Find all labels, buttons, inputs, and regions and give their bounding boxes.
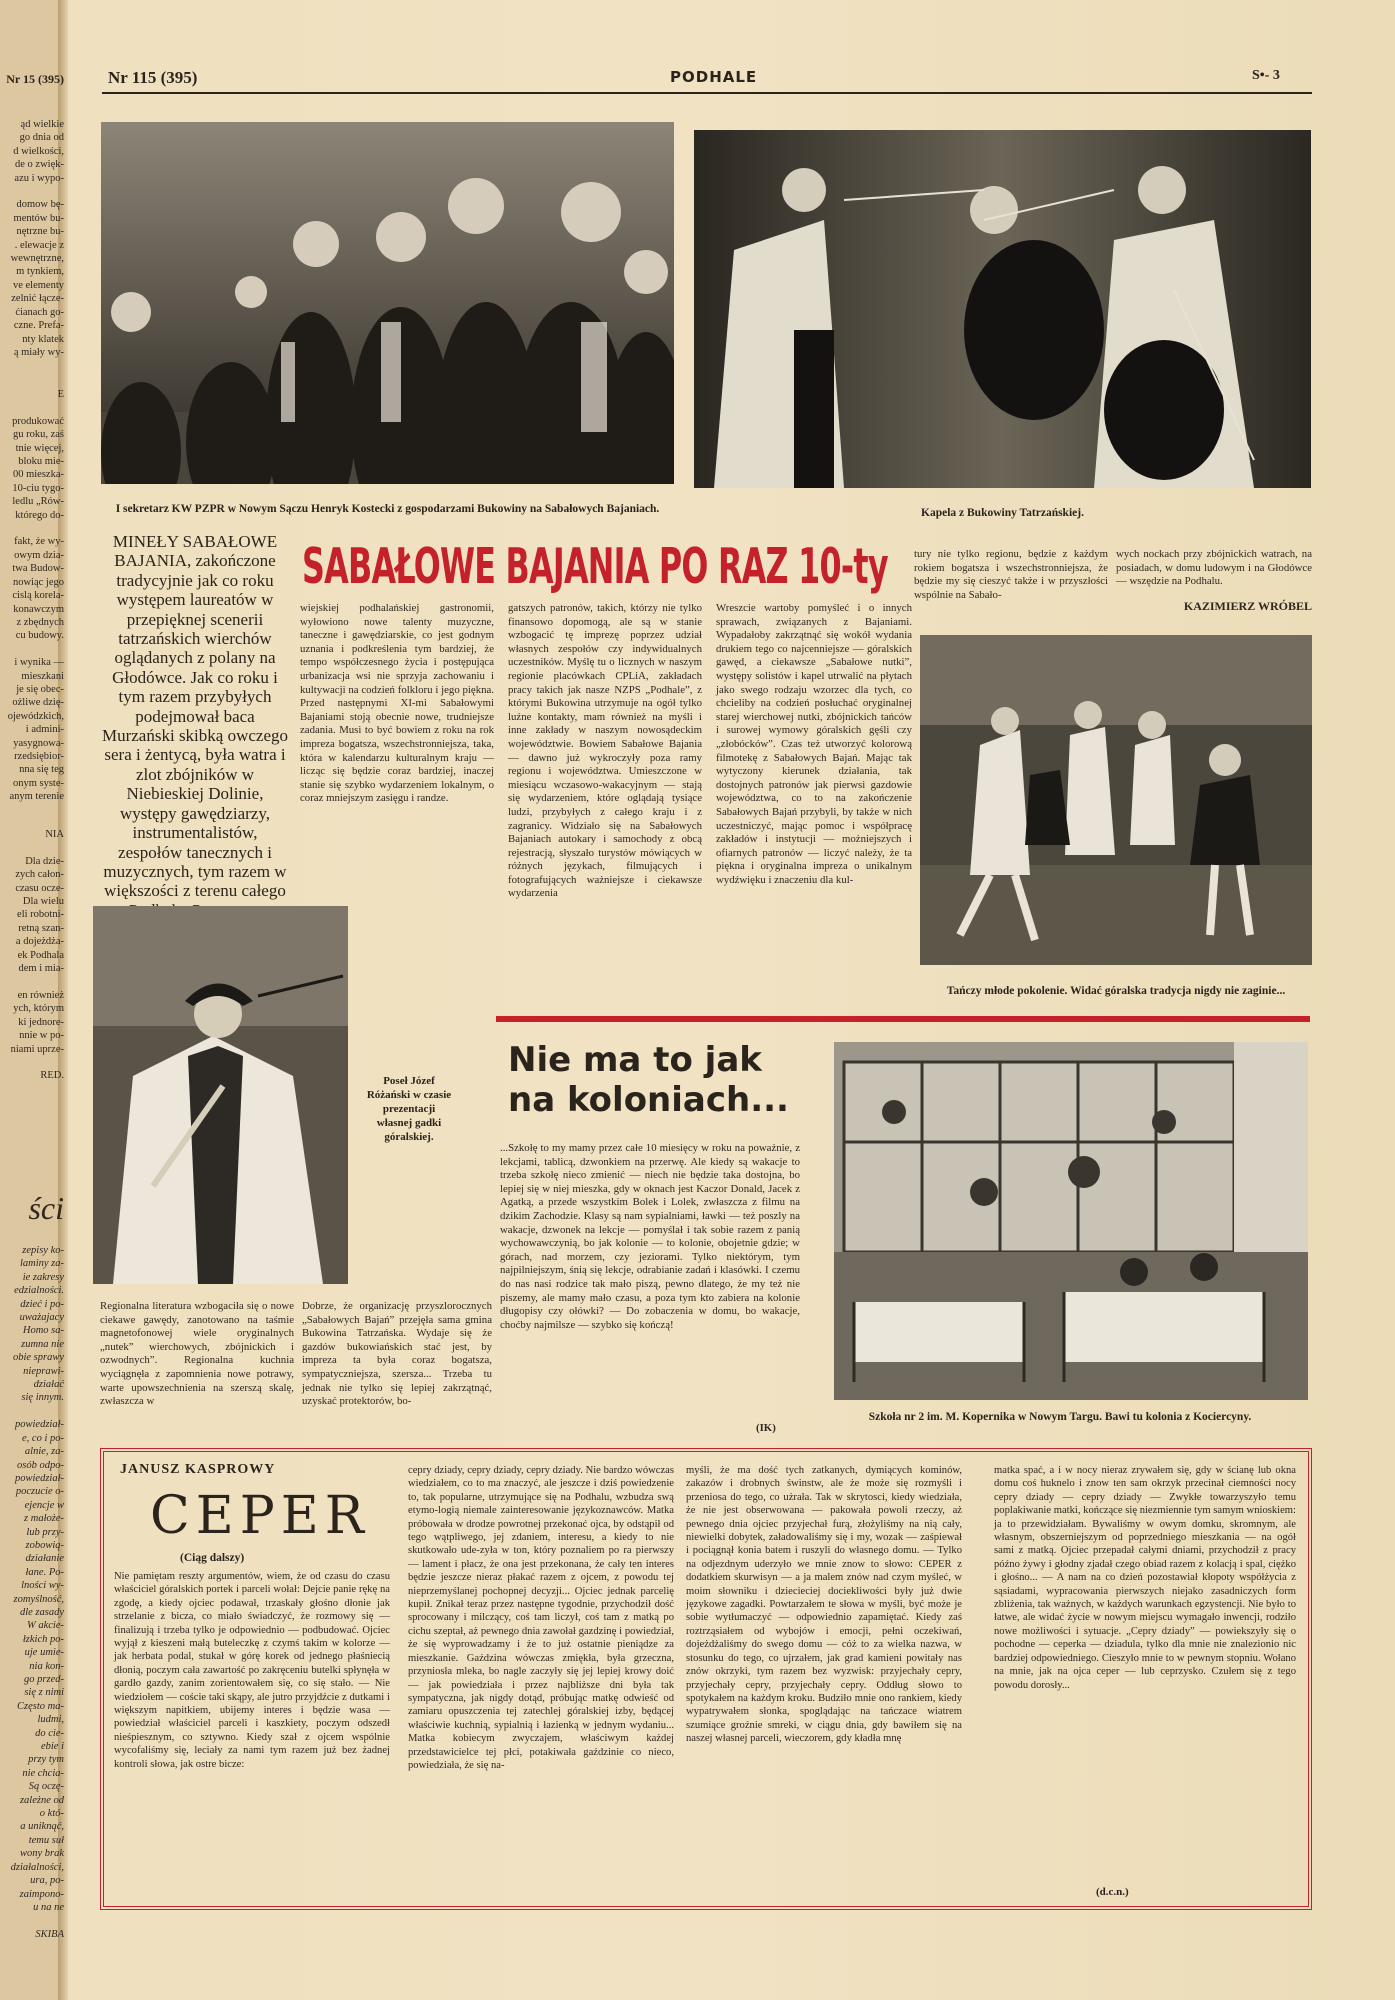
margin-text-line [0,1056,64,1069]
margin-text-line: Są oczę- [28,1781,64,1793]
margin-text-line: nętrzne bu- [16,226,64,238]
margin-text-line: wewnętrzne, [10,253,64,265]
margin-text-line: retną szan- [18,922,64,934]
margin-text-line: z zbędnych [16,616,64,628]
ceper-continued: (d.c.n.) [1096,1886,1129,1898]
ceper-col-4: matka spać, a i w nocy nieraz zrywałem się, gdy w ścianę lub okna domu coś huknelo i znow ten sam okrzyk przecinał ciemności nocy cepry dziady — cepry dziady — Zwykłe towarzyszyło temu poplakiwanie matki, kończące się niezmiennie tym samym wnioskiem: ja to przewidziałam. Bywaliśmy w owym domku, skromnym, ale własnym, obszerniejszym od poprzedniego mieszkania — na ogół sami z matką. Ojciec przepadał całymi dniami, przychodził z pracy późno żywy i głodny zjadał czego obiad razem z kolacją i spal, ciężko i głośno... — A nam na co dzień pozostawiał kłopoty współżycia z sąsiadami, wypracowania pierwszych niejako zasadniczych form zbliżenia, tak ważnych, w każdych warunkach egzystencji. Nie było to łatwe, ale widać życie w nowym miejscu wymagało inwencji, rodziło nowe możliwości i sytuacje. „Cepry dziady” — powiekszyły się o pochodne — ceperka — dziadula, tylko dla mnie nie znalezionio nic bardziej odpowiedniego. Cieszyło mnie to w pewnym stopniu. Wołano na mnie, jak na ojca ceper — lub ceprzysko. Czułem się z tego powodu dorosły... [994,1465,1296,1691]
sabalowe-col-5: wych nockach przy zbójnickich watrach, na posiadach, w domu ludowym i na Głodówce — wszędzie na Podhalu. [1116,548,1312,588]
margin-text-line: nty klatek [22,333,64,345]
singer-caption: Poseł Józef Różański w czasie prezentacji własnej gadki góralskiej. [366,1075,452,1143]
margin-text-line: zobowią- [25,1539,64,1551]
margin-text-line: się z nimi [24,1687,64,1699]
margin-text-line: czasu ocze- [15,882,64,894]
margin-text-line: go dnia od [19,132,64,144]
margin-text-line: cislą korela- [12,590,64,602]
issue-number: Nr 115 (395) [108,68,198,87]
margin-text-line: niami uprze- [10,1043,64,1055]
margin-text-line: yasygnowa- [13,737,64,749]
sabalowe-col-2: gatszych patronów, takich, którzy nie tylko finansowo dopomogą, ale są w stanie wzbogacić tę imprezę poprzez udział własnych zespołów czy indywidualnych uczestników. Myślę tu o licznych w naszym regionie placówkach CPLiA, zakładach pracy takich jak nasze NZPS „Podhale”, z którymi Bukowina utrzymuje na ogół tylko luźne kontakty, mam również na myśli i inne zakłady w naszym nowosądeckim województwie. Bowiem Sabałowe Bajania — dawno już wykroczyły poza ramy regionu i województwa. Umieszczone w miesiącu wczasowo-wakacyjnym — stają się wydarzeniem, które oglądają tysiące ludzi, przybyłych z całego kraju i z zagranicy. Widziało się na Sabałowych Bajaniach autokary i samochody z obcą rejestracją, słyszało turystów mówiących w różnych językach, filmujących i fotografujących ważniejsze i ciekawsze wydarzenia [508,602,702,900]
margin-text-line: ści [28,1190,64,1226]
school-photo [834,1042,1308,1400]
margin-text-line: nieprawi- [23,1365,64,1377]
margin-text-line: nia kon- [29,1660,64,1672]
sabalowe-col-3: Wreszcie wartoby pomyśleć i o innych sprawach, związanych z Bajaniami. Wypadałoby zakrzątnąć się wokół wydania drukiem tego co najcenniejsze — góralskich gawęd, a ciekawsze „Sabałowe nutki”, występy solistów i kapel utrwalić na płytach jako swego rodzaju wzorzec dla tych, co chcieliby na codzień posłuchać oryginalnej starej wierchowej nutki, zbójnickich tańców i surowej wymowy góralskich gęśli czy „złobócków”. Czas też utworzyć kolorową filmotekę z Sabałowych Bajań. Mając tak wytyczony kierunek działania, tak dostojnych patronów jak pierwsi gazdowie województwa, co to na zakończenie Sabałowych Bajań przybyli, by także w nich uczestniczyć, mając pomoc i współpracę zakładów i instytucji — możniejszych i ofiarnych patronów — liczyć należy, że ta piękna i oryginalna impreza o unikalnym wydźwięku i znaczeniu dla kul- [716,602,912,886]
margin-text-line: działać [33,1379,64,1391]
margin-text-line: czne. Prefa- [13,320,64,332]
dancers-photo [920,635,1312,965]
margin-text-line: nnie w po- [19,1030,64,1042]
margin-text-line: łzkich po- [22,1633,64,1645]
margin-text-line: eli robotni- [17,909,64,921]
margin-text-line: obie sprawy [12,1352,64,1364]
margin-text-line: u na ne [33,1901,64,1913]
margin-text-line: e, co i po- [22,1432,64,1444]
margin-text-line: uje umie- [24,1647,64,1659]
margin-text-line: poczucie o- [15,1486,64,1498]
ceper-author: JANUSZ KASPROWY [120,1462,276,1477]
margin-text-line: azu i wypo- [14,172,64,184]
margin-text-line: zależne od [19,1794,64,1806]
margin-text-line: temu suł [28,1834,64,1846]
margin-text-line: twa Budow- [12,563,64,575]
left-margin-block-3 [0,828,64,1083]
margin-text-line [0,401,64,414]
margin-text-line: Dla wielu [22,896,64,908]
margin-text-line: Często ma- [17,1700,64,1712]
margin-text-line: RED. [40,1070,64,1082]
margin-text-line: dle zasady [19,1606,64,1618]
margin-text-line: zomyślność, [13,1593,64,1605]
margin-text-line: onym syste- [12,777,64,789]
margin-text-line: . elewacje z [14,239,64,251]
margin-text-line: ojewódzkich, [7,710,64,722]
margin-text-line: wony brak [19,1848,64,1860]
red-separator [496,1016,1310,1022]
left-margin-issue: Nr 15 (395) [6,72,64,86]
margin-text-line: mentów bu- [13,212,64,224]
margin-text-line: ie zakresy [22,1271,64,1283]
regional-col-2: Dobrze, że organizację przyszlorocznych „Sabałowych Bajań” przejęła sama gmina Bukowina Tatrzańska. Wydaje się że gazdów bukowiańskich stać jest, by impreza ta była coraz bogatsza, sympatyczniejsza, szersza... Trzeba tu jednak nie tylko się lepiej zakrzątnąć, uzyskać protektorów, bo- [302,1300,492,1408]
margin-text-line: o któ- [39,1808,64,1820]
margin-text-line: zych całon- [15,869,64,881]
kolonie-body: ...Szkołę to my mamy przez całe 10 miesięcy w roku na poważnie, z lekcjami, tablicą, dzwonkiem na przerwę. Ale kiedy są wakacje to trzeba szkołę nieco zmienić — niech nie będzie taka dostojna, bo lepiej się w niej mieszka, gdy w oknach jest Kaczor Donald, Jacek z Agatką, a przede wszystkim Bolek i Lolek, zwłaszcza z filmu na dzikim Zachodzie. Klasy są nam sypialniami, ławki — też poszly na wakacje, dzwonek na lekcje — pomyślał i tak sobie razem z panią wychowawczynią, bo jak kolonie — to kolonie, obojetnie gdzie; w górach, nad morzem, czy jeziorami. Tylko niektórym, tym najpilniejszym, śnią się lekcje, odrabianie zadań i klasówki. I czemu do nas nasi rodzice tak mało piszą, pewno dlatego, że my też nie piszemy, ale mamy mało czasu, a poza tym kto zabiera na kolonie długopisy czy ołówki? — Do zobaczenia w domu, bo wakacje, choćby najmilsze — szybko się kończą! [500,1142,800,1331]
margin-text-line: uważajacy [19,1312,64,1324]
margin-text-line: zepisy ko- [22,1245,64,1256]
margin-text-line: rzedsiębior- [14,750,64,762]
margin-text-line: NIA [45,829,64,840]
sabalowe-title: SABAŁOWE BAJANIA PO RAZ 10-ty [302,538,888,595]
school-caption: Szkoła nr 2 im. M. Kopernika w Nowym Targu. Bawi tu kolonia z Kociercyny. [868,1411,1252,1423]
margin-text-line: anym terenie [9,791,64,803]
kolonie-signature: (IK) [756,1422,776,1434]
margin-text-line: zelnić łącze- [11,293,64,305]
margin-text-line: produkować [12,415,64,427]
margin-text-line [0,1405,64,1418]
left-margin-block-5 [0,1244,64,1941]
margin-text-line: ćianach go- [15,306,64,318]
left-margin-block-2 [0,388,64,804]
margin-text-line [0,522,64,535]
margin-text-line: ejencje w [24,1499,64,1511]
margin-text-line: a dojeżdża- [15,936,64,948]
margin-text-line [0,185,64,198]
margin-text-line: się innym. [21,1392,64,1404]
margin-text-line: dzieć i po- [20,1298,64,1310]
margin-text-line: domow bę- [16,199,64,211]
margin-text-line: do cie- [35,1727,64,1739]
margin-text-line: cu budowy. [15,630,64,642]
margin-text-line: en również [17,989,64,1001]
margin-text-line: owym dzia- [14,549,64,561]
margin-text-line: ura, po- [30,1875,64,1887]
page-number: S•- 3 [1252,68,1280,83]
margin-text-line: ych, którym [13,1003,64,1015]
margin-text-line: ledlu „Rów- [12,496,64,508]
margin-text-line: ebie i [40,1741,64,1753]
margin-text-line: ąd wielkie [20,119,64,130]
left-margin-block-1 [0,118,64,359]
kolonie-title: Nie ma to jak na koloniach... [508,1040,789,1120]
ceper-col-1: Nie pamiętam reszty argumentów, wiem, że od czasu do czasu właściciel góralskich portek i parceli wołał: Dejcie panie rękę na zgodę, a kiedy ojciec podawał, trzaskały głośno dłonie jak strzelanie z bicza, co miało świadczyć, że rozmowy się — finalizują i trzeba tylko je odpowiednio — podbudować. Ojciec wyjął z kieszeni małą buteleczkę z czymś takim w kolorze — jak herbata podal, stukał w górę korek od jednego płaśniecią dłonią, poczym cała zawartość po zakręceniu butelki spłynęła w gardło gazdy, zanim zorientowałem się, co się stało. — Nie wiedziołem — coście taki skąpy, ale jutro przyjdźcie z dutkami i większym napitkiem, ubijemy interes i będzie wasa — powiedział właściciel parceli i kaszkiety, poczym odszedł nieśpiesznym, co sztywno. Kiedy szał z ojcem wspólnie wycofaliśmy się, leciały za nami tym razem już bez żadnej kontroli słowa, jak ostre bicze: [114,1571,390,1770]
sabalowe-author: KAZIMIERZ WRÓBEL [1183,599,1312,613]
margin-text-line: działalności, [10,1861,64,1873]
kapela-caption: Kapela z Bukowiny Tatrzańskiej. [921,507,1084,519]
margin-text-line: łane. Po- [25,1566,64,1578]
margin-text-line: edzialności. [14,1285,64,1297]
margin-text-line: mieszkani [21,670,64,682]
margin-text-line: Dla dzie- [25,855,64,867]
margin-text-line: laminy za- [19,1258,64,1270]
margin-text-line: zaimpono- [19,1888,64,1900]
margin-text-line: 10-ciu tygo- [12,482,64,494]
margin-text-line: Homo sa- [22,1325,64,1337]
margin-text-line: go przed- [24,1674,64,1685]
margin-text-line: ki jednore- [18,1016,64,1028]
regional-col-1: Regionalna literatura wzbogaciła się o nowe ciekawe gawędy, zanotowano na taśmie magnetofonowej wiele oryginalnych „nutek” wierchowych, zbójnickich i ozwodnych”. Regionalna kuchnia wyciągnęła z zapomnienia nowe potrawy, warte upowszechnienia na szerszą skalę, zwłaszcza w [100,1300,294,1408]
ceper-col-3: myśli, że ma dość tych zatkanych, dymiących kominów, zakazów i drobnych świnstw, ale że może się rozmyśli i przeniosa do tego, co użrała. Tak w skrytosci, kiedy wiedziała, że nie jest obserwowana — pakowała powoli rzeczy, aż pewnego dnia ojciec przyjechał furą, złożyliśmy na nią cały, niewielki dobytek, załadowaliśmy się i my, wozak — zaśpiewał i pociągnął konia batem i ruszyli do własnego domu. — Tylko na odjezdnym uderzyło we mnie znow to słowo: CEPER z dodatkiem skurwisyn — a ja malem znów nad czym myśleć, w moim słowniku i dziecieciej dociekliwości były już dwie językowe zagadki. Powtarzałem te słowa w myśli, być może je sobie wytłumaczyć — odpowiednio zapamiętać. Kiedy zaś roztrząsiałem od wybojów i emocji, pełni oczekiwań, dojeżdżaliśmy do swego domu — cóż to za wielka nazwa, w stosunku do tego, co ujrzałem, jak grad kamieni powitały nas znów okrzyki, tym razem bez wyzwisk: przyjechały cepry, przyjechały cepry, przyjechały cepry. Oddług słowo to spotykałem na każdym kroku. Budziło mnie ono rankiem, kiedy wypatrywałem słonka, spoglądając na tańczace wiatrem szumiące groźnie smreki, w ciągu dnia, gdy bawiłem się na naszej własnej parceli, wieczorem, gdy kładła mnę [686,1465,962,1745]
margin-text-line: gu roku, zaś [12,429,64,441]
sabalowe-lead: MINEŁY SABAŁOWE BAJANIA, zakończone tradycyjnie jak co roku występem laureatów w przepięknej scenerii tatrzańskich wierchów oglądanych z polany na Głodówce. Jak co roku i tym razem przybyłych podejmował baca Murzański skibką owczego sera i żentycą, była watra i zlot zbójników w Niebieskiej Dolinie, występy gawędziarzy, instrumentalistów, zespołów tanecznych i muzycznych, tym razem w większości z terenu całego [101,532,288,901]
margin-text-line: nowiąc jego [12,576,64,588]
margin-text-line: je się obec- [16,683,64,695]
margin-text-line [0,841,64,854]
margin-text-line: a uniknąć, [20,1821,64,1833]
margin-text-line: de o zwięk- [15,159,64,171]
margin-text-line: fakt, że wy- [14,536,64,548]
margin-text-line: ożliwe dzię- [12,697,64,709]
margin-text-line: powiedział- [15,1472,64,1484]
margin-text-line: i wynika — [14,657,64,669]
sabalowe-col-4: tury nie tylko regionu, będzie z każdym rokiem bogatsza i wszechstronniejsza, że będzie my się cieszyć także i w przyszłości wspólnie na Sabało- [914,548,1108,601]
margin-text-line: tnie więcej, [15,442,64,454]
margin-text-line: bloku mie- [18,456,64,468]
margin-text-line: ą miały wy- [13,346,64,358]
margin-text-line: osób odpo- [17,1459,64,1471]
header-rule [102,92,1312,94]
margin-text-line [0,1914,64,1927]
margin-text-line: 00 mieszka- [12,469,64,481]
guests-caption: I sekretarz KW PZPR w Nowym Sączu Henryk Kostecki z gospodarzami Bukowiny na Sabałowych Bajaniach. [115,503,660,515]
margin-text-line: m tynkiem, [16,266,64,278]
margin-text-line: W akcie- [26,1620,64,1632]
margin-text-line: E [57,389,64,400]
margin-text-line: nie chcia- [22,1767,64,1779]
margin-text-line: ek Podhala [17,949,64,961]
ceper-col-2: cepry dziady, cepry dziady, cepry dziady. Nie bardzo wówczas wiedziałem, co to ma znaczyć, ale jeszcze i dziś powiedzenie to, tak popularne, utrzymujące się na Podhalu, wzbudza swą etymo-logią niemale zainteresowanie językoznawców. Matka próbowała w drodze powrotnej przekonać ojca, by odstąpił od tego wątpliwego, jej zdaniem, interesu, a kiedy to nie skutkowało ude-zyła w ton, który poznaliem po ra pierwszy — lament i płacz, że ona jest przekonana, że cały ten interes będzie jeszcze nieraz płakać razem z ojcem, z powodu tej nieprzemyślanej pochopnej decyzji... Ojciec jednak parcelię kupił. Znikał teraz przez następne tygodnie, przychodził dość sprocowany i milczący, coś tam liczył, coś tam z matką po cichu szeptał, aż pewnego dnia zawołał gazdzinę i powiedział, że się wyprowadzamy i że to już ostatnie pieniądze za mieszkanie. Gaździna wówczas zmiękła, była grzeczna, przyniosła mleka, bo nagle zaczyły się jej lepiej krowy doić — jak powiedziała i przez najbliższe dni była tak sympatyczna, jak nigdy dotąd, próbując matkę odwieść od zamiaru opuszczenia tej zatechlej góralskiej izby, będącej właściwie kuchnią, sypialnią i łazienką w jednym wydaniu... Matka kobiecym zwyczajem, właściwym każdej przedstawicielce tej płci, potakiwała gaździnie co nieco, powiedziała, że się na- [408,1465,674,1771]
ceper-title: CEPER [150,1486,370,1546]
sabalowe-col-1: wiejskiej podhalańskiej gastronomii, wyłowiono nowe talenty muzyczne, taneczne i gawędziarskie, co jest godnym uznania i podkreślenia tym bardziej, że tempo współczesnego życia i postępująca urbanizacja wsi nie sprzyja zachowaniu i kultywacji na codzień folkloru i jego piękna. Przed następnymi XI-mi Sabałowymi Bajaniami stoją obecnie nowe, trudniejsze zadania. Musi to być bowiem z roku na rok impreza bogatsza, wszechstronniejsza, taka, która w kalendarzu kulturalnym kraju — licząc się będzie coraz bardziej, inaczej stanie się szybko wydarzeniem lokalnym, o coraz mniejszym zasięgu i randze. [300,602,494,805]
margin-text-line: d wielkości, [13,145,64,157]
margin-text-line: ve elementy [12,279,64,291]
margin-text-line: nna się teg [19,764,64,776]
margin-text-line: alnie, za- [24,1446,64,1458]
margin-text-line: zumna nie [21,1338,64,1350]
singer-photo [93,906,348,1284]
margin-text-line: którego do- [15,509,64,521]
margin-text-line: ludmi, [37,1714,64,1726]
margin-text-line: SKIBA [35,1928,64,1940]
margin-text-line: działanie [25,1553,64,1565]
margin-text-line: przy tym [28,1754,64,1766]
left-margin-block-4 [0,1190,64,1226]
margin-text-line: i admini- [25,724,64,736]
margin-text-line: powiedział- [15,1419,64,1431]
margin-text-line: lub przy- [26,1526,64,1538]
margin-text-line: z małoże- [24,1513,64,1525]
margin-text-line: konawczym [13,603,64,615]
margin-text-line [0,975,64,988]
margin-text-line: lności wy- [21,1580,64,1592]
ceper-subtitle: (Ciąg dalszy) [180,1552,245,1564]
kapela-photo [694,130,1311,488]
dancers-caption: Tańczy młode pokolenie. Widać góralska tradycja nigdy nie zaginie... [946,985,1286,997]
paper-name: PODHALE [670,68,758,86]
margin-text-line: dem i mia- [18,963,64,975]
guests-photo [101,122,674,484]
margin-text-line [0,643,64,656]
